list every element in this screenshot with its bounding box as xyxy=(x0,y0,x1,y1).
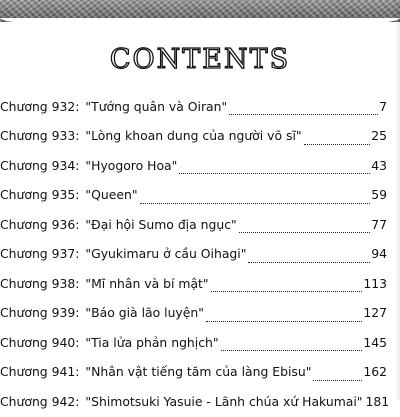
page-number: 94 xyxy=(371,246,387,262)
chapter-title: "Tướng quân và Oiran" xyxy=(85,98,228,114)
dot-leader xyxy=(229,104,378,115)
page-number: 181 xyxy=(365,393,390,409)
toc-entry xyxy=(0,122,400,152)
page-title: CONTENTS xyxy=(109,44,291,76)
toc-entry xyxy=(0,92,400,122)
chapter-number: Chương 935: xyxy=(0,187,80,203)
page-number: 77 xyxy=(371,216,387,232)
dot-leader xyxy=(206,311,362,322)
chapter-title: "Nhân vật tiếng tăm của làng Ebisu" xyxy=(85,364,312,380)
chapter-title: "Shimotsuki Yasuie - Lãnh chúa xứ Hakumai" xyxy=(85,393,363,409)
dot-leader xyxy=(239,222,370,233)
toc-entry xyxy=(0,387,400,417)
page-number: 145 xyxy=(363,334,387,350)
chapter-number: Chương 933: xyxy=(0,128,80,144)
chapter-number: Chương 936: xyxy=(0,216,80,232)
toc-entry xyxy=(0,358,400,388)
chapter-number: Chương 942: xyxy=(0,393,80,409)
chapter-number: Chương 932: xyxy=(0,98,80,114)
dot-leader xyxy=(313,370,362,381)
page-number: 162 xyxy=(363,364,387,380)
dot-leader xyxy=(248,252,370,263)
dot-leader xyxy=(221,340,363,351)
toc-entry xyxy=(0,240,400,270)
page-number: 59 xyxy=(371,187,387,203)
page-number: 25 xyxy=(371,128,387,144)
chapter-title: "Gyukimaru ở cầu Oihagi" xyxy=(85,246,247,262)
chapter-number: Chương 939: xyxy=(0,305,80,321)
toc-entry xyxy=(0,299,400,329)
chapter-title: "Queen" xyxy=(85,187,138,203)
page-number: 43 xyxy=(371,157,387,173)
chapter-title: "Lòng khoan dung của người võ sĩ" xyxy=(85,128,302,144)
chapter-title: "Báo già lão luyện" xyxy=(85,305,204,321)
chapter-title: "Đại hội Sumo địa ngục" xyxy=(85,216,237,232)
dot-leader xyxy=(179,163,370,174)
dot-leader xyxy=(140,193,371,204)
chapter-number: Chương 934: xyxy=(0,157,80,173)
dot-leader xyxy=(211,281,363,292)
toc-entry xyxy=(0,210,400,240)
chapter-number: Chương 938: xyxy=(0,275,80,291)
chapter-title: "Hyogoro Hoa" xyxy=(85,157,178,173)
chapter-number: Chương 941: xyxy=(0,364,80,380)
border-edge xyxy=(0,18,400,28)
dot-leader xyxy=(304,134,371,145)
chapter-title: "Mĩ nhân và bí mật" xyxy=(85,275,209,291)
scan-shadow xyxy=(394,0,400,400)
table-of-contents xyxy=(0,92,400,417)
chapter-title: "Tia lửa phản nghịch" xyxy=(85,334,219,350)
page-number: 113 xyxy=(363,275,387,291)
chapter-number: Chương 937: xyxy=(0,246,80,262)
toc-entry xyxy=(0,269,400,299)
page-number: 127 xyxy=(363,305,387,321)
page-number: 7 xyxy=(379,98,387,114)
chapter-number: Chương 940: xyxy=(0,334,80,350)
toc-entry xyxy=(0,181,400,211)
toc-entry xyxy=(0,151,400,181)
toc-entry xyxy=(0,328,400,358)
